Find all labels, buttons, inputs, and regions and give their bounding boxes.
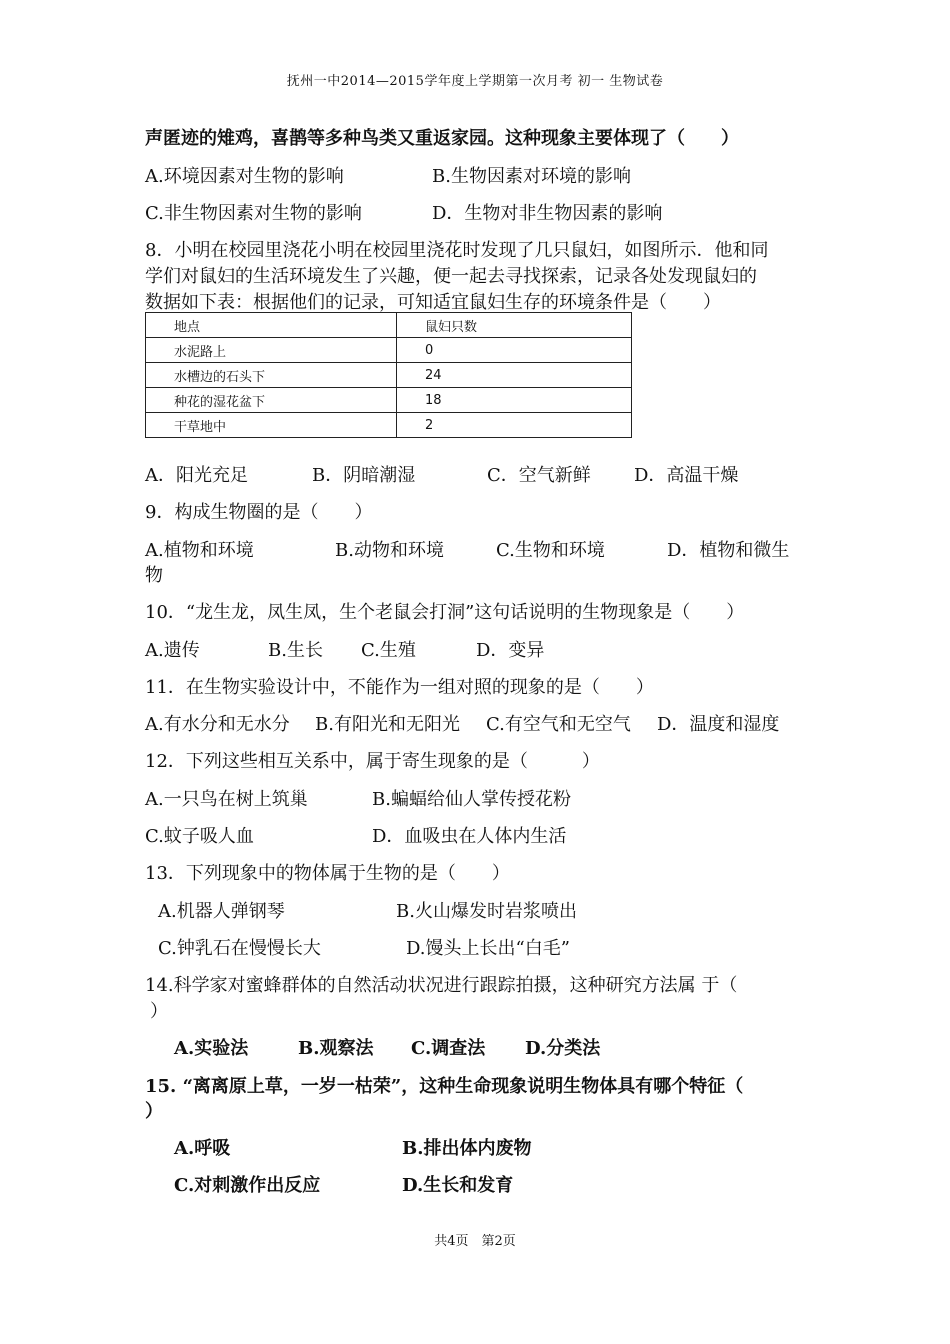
q10-option-b: B.生长 bbox=[268, 640, 323, 661]
q11-option-c: C.有空气和无空气 bbox=[486, 714, 631, 735]
q7-option-d: D．生物对非生物因素的影响 bbox=[432, 203, 663, 224]
q13-option-b: B.火山爆发时岩浆喷出 bbox=[396, 901, 577, 922]
q15-option-a: A.呼吸 bbox=[174, 1138, 231, 1159]
q9-option-a: A.植物和环境 bbox=[145, 540, 254, 561]
q15-stem-wrap: ） bbox=[145, 1101, 163, 1122]
table-cell-count: 0 bbox=[397, 338, 632, 363]
q14-option-d: D.分类法 bbox=[525, 1038, 601, 1059]
q10-option-c: C.生殖 bbox=[361, 640, 416, 661]
q9-option-d: D．植物和微生 bbox=[667, 540, 790, 561]
q14-option-b: B.观察法 bbox=[298, 1038, 374, 1059]
q15-option-b: B.排出体内废物 bbox=[402, 1138, 532, 1159]
q11-option-d: D．温度和湿度 bbox=[657, 714, 780, 735]
q10-stem: 10．“龙生龙，凤生凤，生个老鼠会打洞”这句话说明的生物现象是（ ） bbox=[145, 602, 745, 623]
q12-stem: 12．下列这些相互关系中，属于寄生现象的是（ ） bbox=[145, 751, 600, 772]
q9-stem: 9．构成生物圈的是（ ） bbox=[145, 502, 373, 523]
q13-option-d: D.馒头上长出“白毛” bbox=[406, 938, 570, 959]
q9-option-c: C.生物和环境 bbox=[496, 540, 605, 561]
table-cell-count: 2 bbox=[397, 413, 632, 438]
q8-stem-line3: 数据如下表：根据他们的记录，可知适宜鼠妇生存的环境条件是（ ） bbox=[145, 292, 721, 313]
table-header-row bbox=[146, 313, 632, 338]
q12-option-d: D．血吸虫在人体内生活 bbox=[372, 826, 567, 847]
q8-stem-line1: 8．小明在校园里浇花小明在校园里浇花时发现了几只鼠妇，如图所示．他和同 bbox=[145, 240, 769, 261]
q7-option-a: A.环境因素对生物的影响 bbox=[145, 166, 344, 187]
q13-option-a: A.机器人弹钢琴 bbox=[158, 901, 285, 922]
q8-option-d: D．高温干燥 bbox=[634, 465, 739, 486]
q8-option-a: A．阳光充足 bbox=[145, 465, 248, 486]
q11-option-b: B.有阳光和无阳光 bbox=[315, 714, 460, 735]
q9-option-b: B.动物和环境 bbox=[335, 540, 444, 561]
q14-option-c: C.调查法 bbox=[411, 1038, 486, 1059]
q13-stem: 13．下列现象中的物体属于生物的是（ ） bbox=[145, 863, 510, 884]
q7-stem: 声匿迹的雉鸡，喜鹊等多种鸟类又重返家园。这种现象主要体现了（ ） bbox=[145, 128, 739, 149]
q13-option-c: C.钟乳石在慢慢长大 bbox=[158, 938, 321, 959]
q15-option-d: D.生长和发育 bbox=[402, 1175, 514, 1196]
q14-option-a: A.实验法 bbox=[174, 1038, 249, 1059]
q10-option-a: A.遗传 bbox=[145, 640, 200, 661]
q9-option-d-wrap: 物 bbox=[145, 565, 163, 586]
table-row bbox=[146, 388, 632, 413]
table-cell-location: 水泥路上 bbox=[146, 338, 397, 363]
q12-option-c: C.蚊子吸人血 bbox=[145, 826, 254, 847]
woodlouse-count-table bbox=[145, 312, 632, 438]
table-cell-count: 18 bbox=[397, 388, 632, 413]
q7-option-c: C.非生物因素对生物的影响 bbox=[145, 203, 362, 224]
table-row bbox=[146, 338, 632, 363]
q11-stem: 11．在生物实验设计中，不能作为一组对照的现象的是（ ） bbox=[145, 677, 654, 698]
table-cell-location: 种花的湿花盆下 bbox=[146, 388, 397, 413]
page-header: 抚州一中2014—2015学年度上学期第一次月考 初一 生物试卷 bbox=[286, 74, 664, 89]
table-header-location: 地点 bbox=[146, 313, 397, 338]
table-cell-location: 干草地中 bbox=[146, 413, 397, 438]
table-header-count: 鼠妇只数 bbox=[397, 313, 632, 338]
page-footer: 共4页 第2页 bbox=[434, 1234, 516, 1249]
q8-option-b: B．阴暗潮湿 bbox=[312, 465, 416, 486]
q10-option-d: D．变异 bbox=[476, 640, 545, 661]
q12-option-b: B.蝙蝠给仙人掌传授花粉 bbox=[372, 789, 571, 810]
q14-stem-wrap: ） bbox=[150, 1001, 168, 1022]
table-cell-location: 水槽边的石头下 bbox=[146, 363, 397, 388]
q11-option-a: A.有水分和无水分 bbox=[145, 714, 290, 735]
table-row bbox=[146, 363, 632, 388]
q7-option-b: B.生物因素对环境的影响 bbox=[432, 166, 631, 187]
table-cell-count: 24 bbox=[397, 363, 632, 388]
q15-stem: 15. “离离原上草，一岁一枯荣”，这种生命现象说明生物体具有哪个特征（ bbox=[145, 1076, 744, 1097]
table-row bbox=[146, 413, 632, 438]
q8-stem-line2: 学们对鼠妇的生活环境发生了兴趣，便一起去寻找探索，记录各处发现鼠妇的 bbox=[145, 266, 757, 287]
q12-option-a: A.一只鸟在树上筑巢 bbox=[145, 789, 308, 810]
q14-stem: 14.科学家对蜜蜂群体的自然活动状况进行跟踪拍摄，这种研究方法属 于（ bbox=[145, 975, 738, 996]
q8-option-c: C．空气新鲜 bbox=[487, 465, 591, 486]
q15-option-c: C.对刺激作出反应 bbox=[174, 1175, 321, 1196]
